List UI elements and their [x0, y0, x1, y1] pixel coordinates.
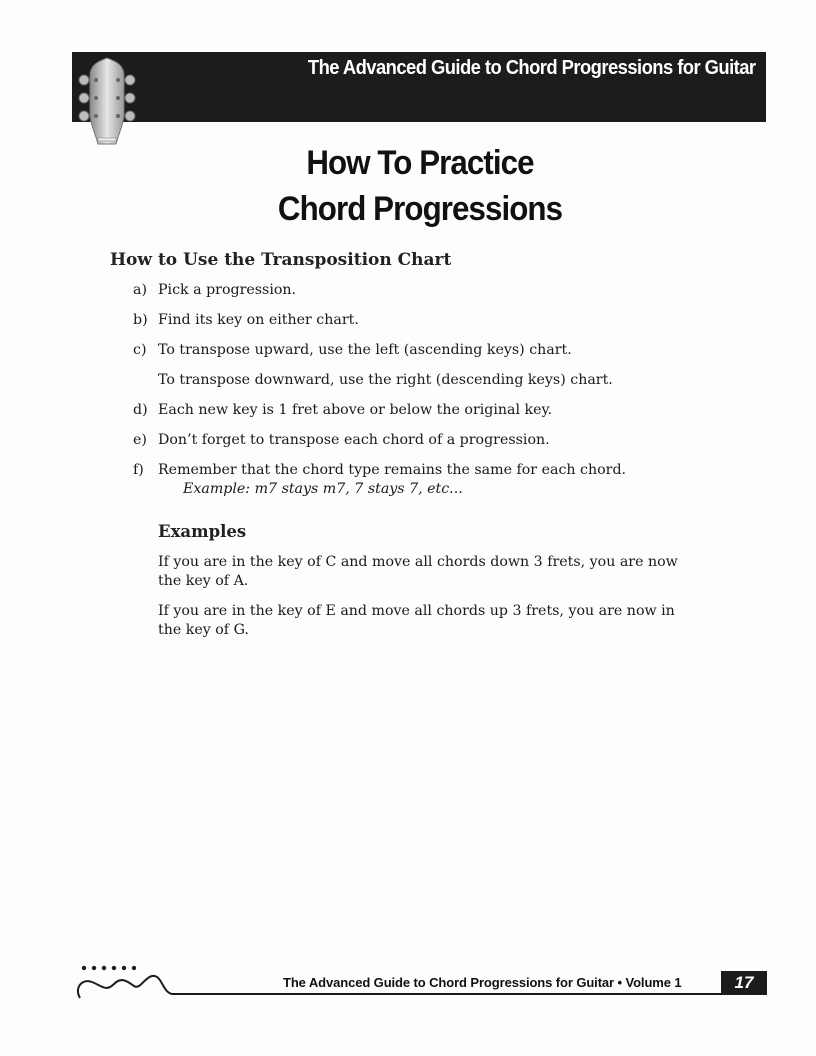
- list-item-text: To transpose upward, use the left (ascending keys) chart.: [158, 342, 572, 358]
- example-paragraph: If you are in the key of C and move all chords down 3 frets, you are now the key of A.: [158, 554, 678, 589]
- footer-text: The Advanced Guide to Chord Progressions for Guitar • Volume 1: [283, 975, 682, 990]
- header-title: The Advanced Guide to Chord Progressions for Guitar: [308, 57, 756, 79]
- list-item-text: Don’t forget to transpose each chord of a progression.: [158, 432, 550, 448]
- list-item-example: Example: m7 stays m7, 7 stays 7, etc...: [183, 481, 463, 497]
- list-item-text: Remember that the chord type remains the same for each chord.: [158, 462, 627, 478]
- guitar-headstock-icon: [74, 56, 140, 146]
- list-item-label: d): [133, 402, 148, 418]
- list-item-text: Find its key on either chart.: [158, 312, 359, 328]
- steps-list: [133, 282, 693, 497]
- list-item: [133, 282, 693, 312]
- list-item-text: Each new key is 1 fret above or below the original key.: [158, 402, 553, 418]
- page-title-line2: Chord Progressions: [277, 190, 563, 228]
- list-item-text: To transpose downward, use the right (descending keys) chart.: [158, 372, 613, 388]
- footer: [72, 962, 772, 1002]
- list-item-label: b): [133, 312, 148, 328]
- section-heading: How to Use the Transposition Chart: [110, 250, 452, 270]
- list-item: [133, 432, 693, 462]
- list-item: [133, 342, 693, 372]
- list-item: [133, 402, 693, 432]
- list-item-label: a): [133, 282, 147, 298]
- examples-heading: Examples: [158, 522, 247, 541]
- list-item-label: e): [133, 432, 147, 448]
- list-item-label: f): [133, 462, 144, 478]
- page-title: [0, 140, 816, 232]
- page-number: 17: [721, 971, 767, 995]
- list-item-text: Pick a progression.: [158, 282, 297, 298]
- list-item-label: c): [133, 342, 147, 358]
- list-item: [133, 372, 693, 402]
- page-title-line1: How To Practice: [306, 144, 534, 182]
- list-item: [133, 312, 693, 342]
- example-paragraph: If you are in the key of E and move all chords up 3 frets, you are now in the key of G.: [158, 603, 675, 638]
- list-item: [133, 462, 693, 497]
- header-bar: [72, 52, 766, 122]
